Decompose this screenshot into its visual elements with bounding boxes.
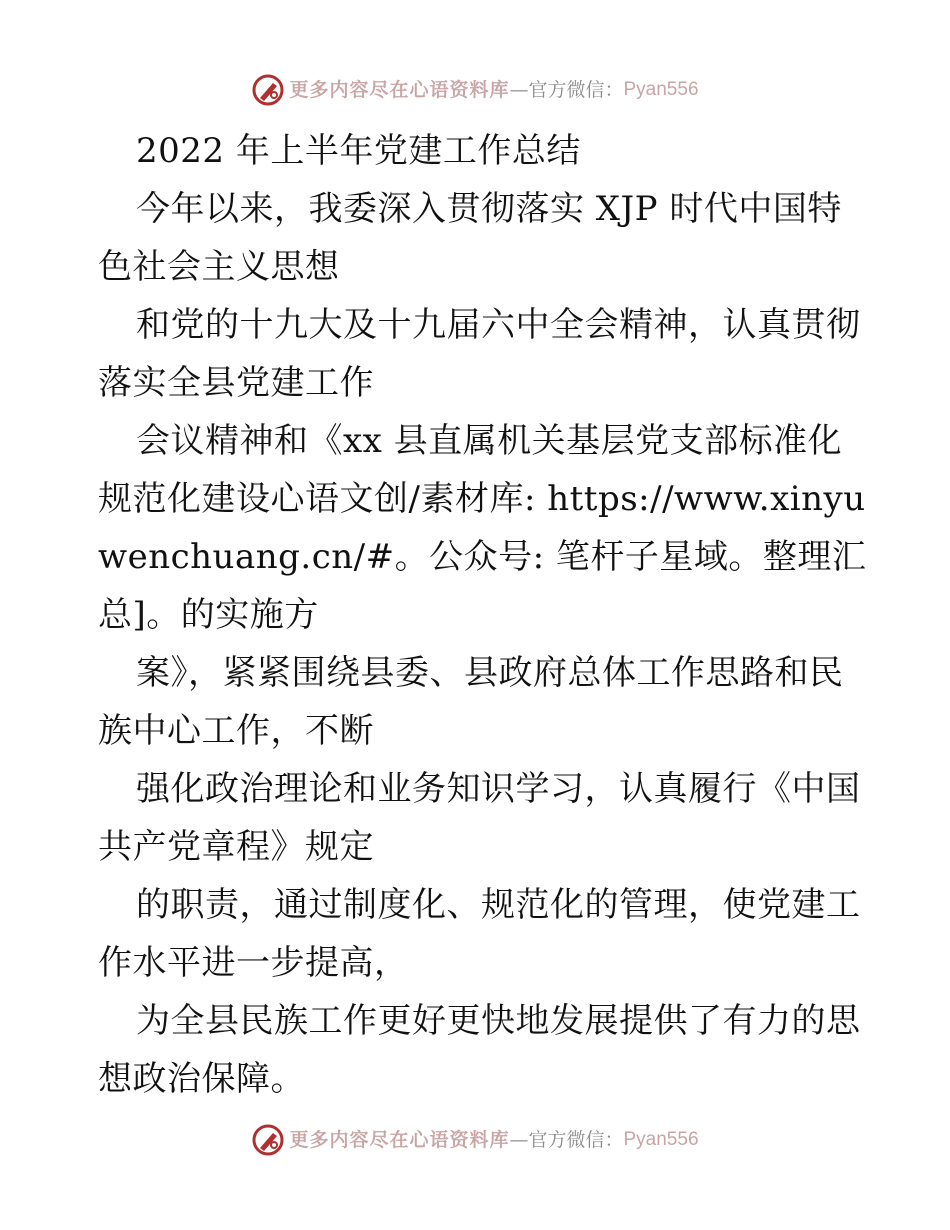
paragraph-line: 强化政治理论和业务知识学习，认真履行《中国: [136, 769, 861, 809]
document-title: 2022 年上半年党建工作总结: [136, 131, 581, 171]
paragraph-line: 想政治保障。: [98, 1059, 305, 1099]
paragraph-line: 共产党章程》规定: [98, 827, 374, 867]
watermark-separator: —: [509, 79, 529, 101]
paragraph-line: 会议精神和《xx 县直属机关基层党支部标准化: [136, 421, 843, 461]
watermark-main-text: 更多内容尽在心语资料库: [289, 1129, 510, 1151]
paragraph-line: 族中心工作，不断: [98, 711, 374, 751]
document-body: [98, 122, 867, 1108]
pen-logo-icon: [251, 73, 285, 107]
watermark-contact-id: Pyan556: [623, 79, 699, 100]
paragraph-line: 总]。的实施方: [98, 595, 319, 635]
watermark-contact-id: Pyan556: [623, 1129, 699, 1150]
paragraph-line: 和党的十九大及十九届六中全会精神，认真贯彻: [136, 305, 861, 345]
paragraph-line: 为全县民族工作更好更快地发展提供了有力的思: [136, 1001, 861, 1041]
watermark-banner-bottom: [0, 1122, 950, 1158]
paragraph-line: 作水平进一步提高，: [98, 943, 409, 983]
paragraph-line: 落实全县党建工作: [98, 363, 374, 403]
pen-logo-icon: [251, 1123, 285, 1157]
paragraph-line: 色社会主义思想: [98, 247, 340, 287]
paragraph-line: 今年以来，我委深入贯彻落实 XJP 时代中国特: [136, 189, 842, 229]
watermark-contact-label: 官方微信：: [528, 1129, 624, 1151]
paragraph-line: 规范化建设心语文创/素材库: https://www.xinyu: [98, 479, 866, 519]
watermark-banner-top: [0, 72, 950, 108]
watermark-contact-label: 官方微信：: [528, 79, 624, 101]
paragraph-line: wenchuang.cn/#。公众号: 笔杆子星域。整理汇: [98, 537, 867, 577]
watermark-main-text: 更多内容尽在心语资料库: [289, 79, 510, 101]
paragraph-line: 案》，紧紧围绕县委、县政府总体工作思路和民: [136, 653, 844, 693]
watermark-separator: —: [509, 1129, 529, 1151]
paragraph-line: 的职责，通过制度化、规范化的管理，使党建工: [136, 885, 861, 925]
